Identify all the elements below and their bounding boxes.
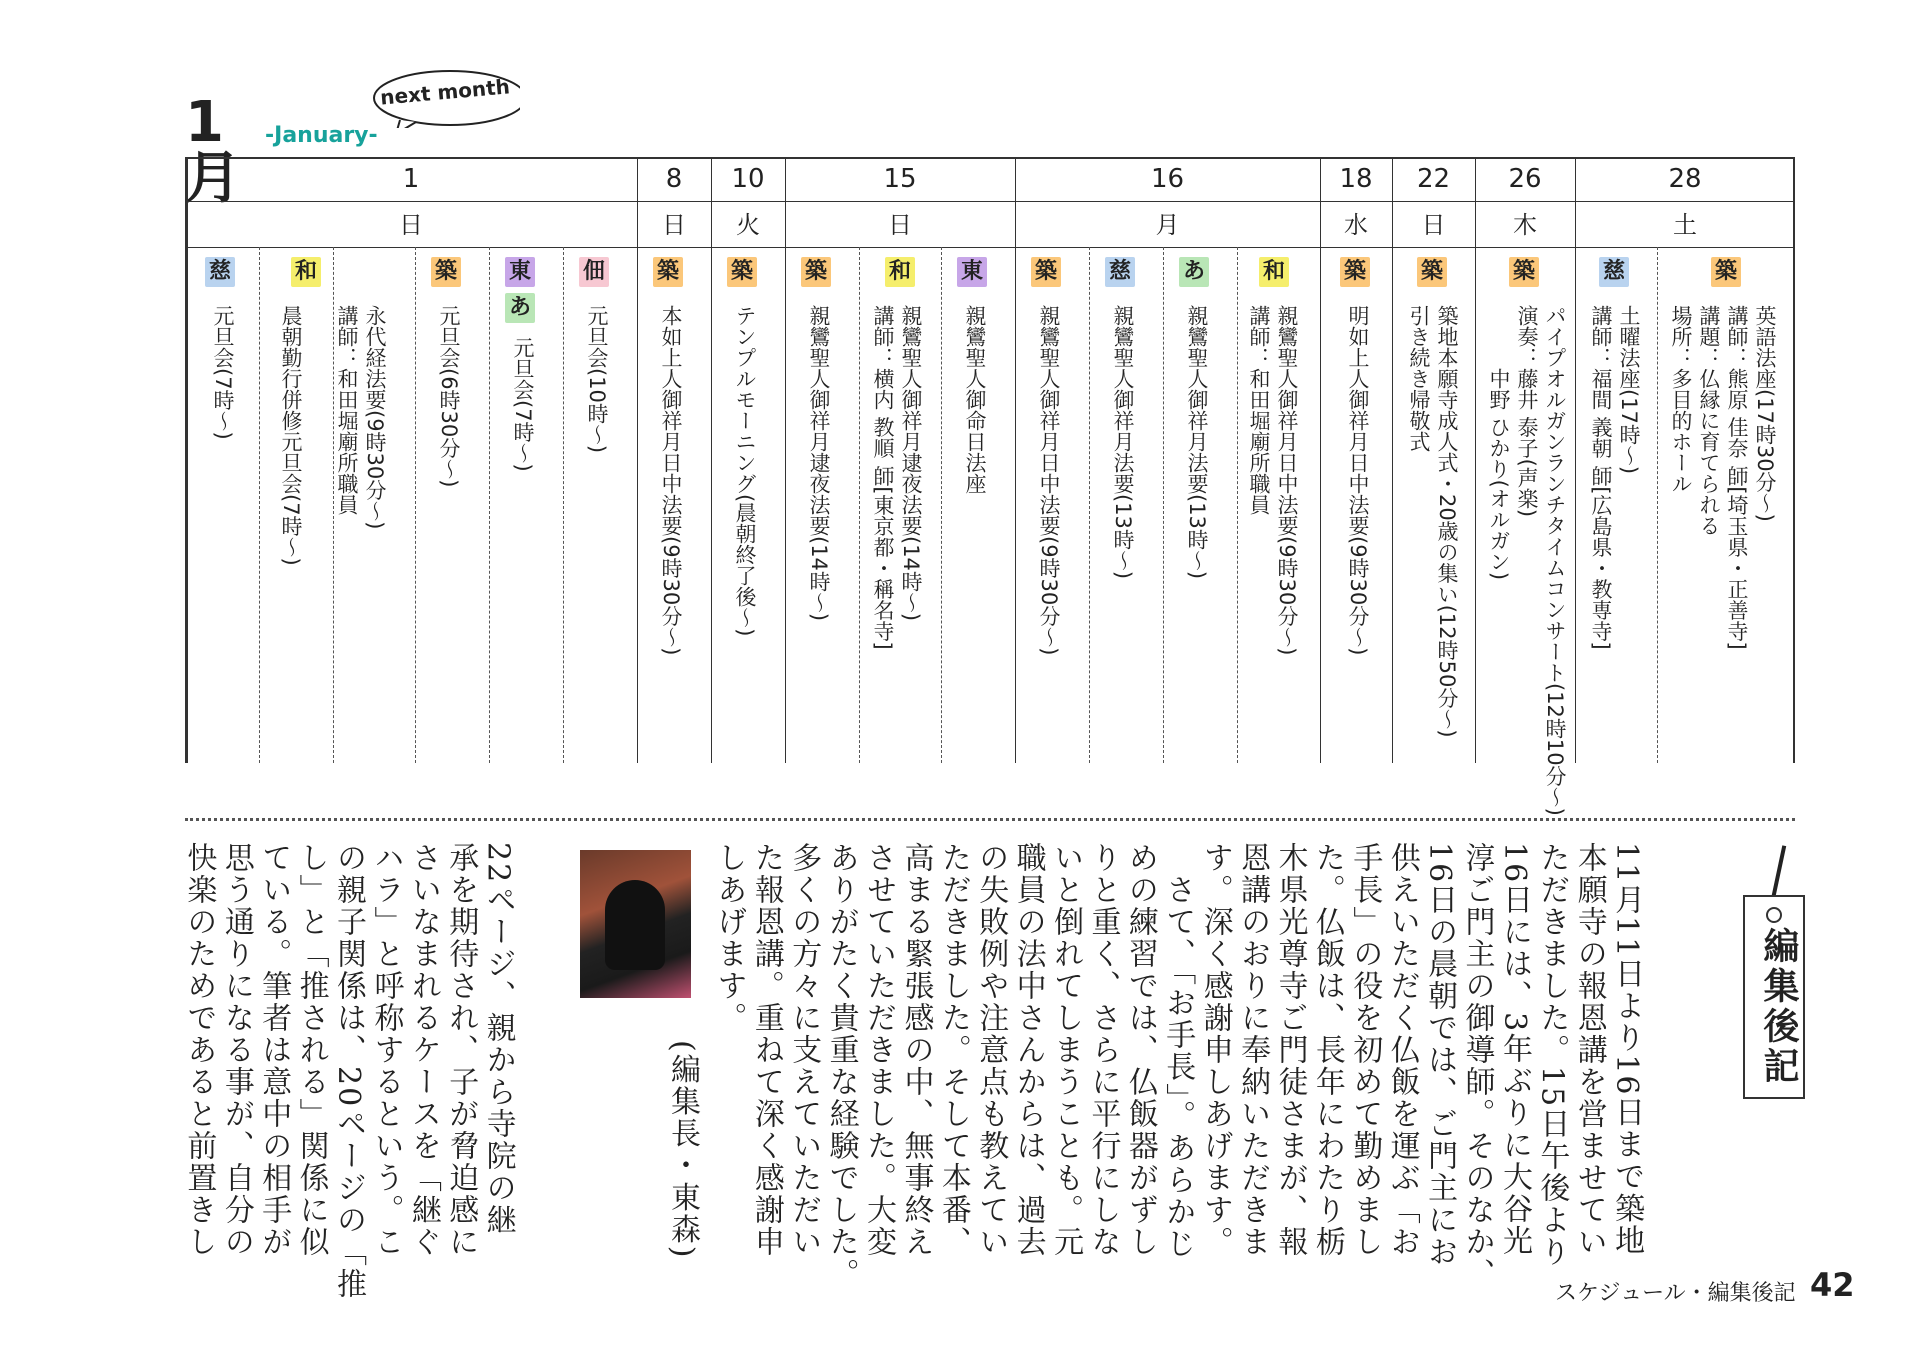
- month-title: 1月: [185, 90, 241, 211]
- event-text: 土曜法座(17時〜) 講師：福間 義朝 師[広島県・教専寺]: [1589, 305, 1641, 650]
- event-cell: [1091, 257, 1151, 757]
- temple-tag: 築: [1340, 257, 1370, 287]
- event-cell: [191, 257, 251, 757]
- temple-tag: 築: [653, 257, 683, 287]
- event-text: 親鸞聖人御祥月日中法要(9時30分〜): [1037, 305, 1061, 656]
- footer-label: スケジュール・編集後記: [1555, 1281, 1796, 1306]
- event-text: 親鸞聖人御命日法座: [963, 305, 987, 494]
- event-cell: [1241, 257, 1316, 757]
- date-header: 16: [1150, 164, 1185, 194]
- date-header: 18: [1339, 164, 1373, 194]
- temple-tag: 東: [505, 257, 535, 287]
- weekday-header: 日: [1421, 211, 1446, 239]
- event-text: 親鸞聖人御祥月逮夜法要(14時〜): [807, 305, 831, 622]
- temple-tag: 築: [1031, 257, 1061, 287]
- event-cell: [565, 257, 625, 757]
- event-text: 永代経法要(9時30分〜) 講師：和田堀廟所職員 晨朝勤行併修元旦会(7時〜): [279, 305, 387, 566]
- event-cell: [1581, 257, 1653, 757]
- temple-tag: 築: [801, 257, 831, 287]
- event-text: パイプオルガンランチタイムコンサート(12時10分〜) 演奏：藤井 泰子(声楽) 中野 ひかり(オルガン): [1487, 305, 1567, 816]
- event-text: 本如上人御祥月日中法要(9時30分〜): [659, 305, 683, 656]
- temple-tag: あ: [1179, 257, 1209, 287]
- weekday-header: 日: [662, 211, 686, 239]
- event-text: テンプルモーニング(晨朝終了後〜): [733, 305, 757, 637]
- afterword-body-2: 22ページ、親から寺院の継 承を期待され、子が脅迫感に さいなまれるケースを「継ぐ ハラ」と呼称するという。こ の親子関係は、20ページの「推 し」と「推される」関係に似 ている。筆者は意中の相手が 思う通りになる事が、自分の 快楽のためであると前置きし: [181, 842, 516, 1301]
- event-cell: [417, 257, 477, 757]
- date-header: 22: [1416, 164, 1451, 194]
- event-text: 親鸞聖人御祥月法要(13時〜): [1185, 305, 1209, 580]
- weekday-header: 土: [1673, 211, 1697, 239]
- month-english: -January-: [265, 123, 378, 148]
- temple-tag: 和: [1259, 257, 1289, 287]
- event-cell: [865, 257, 935, 757]
- event-text: 明如上人御祥月日中法要(9時30分〜): [1346, 305, 1370, 656]
- temple-tag: 慈: [1599, 257, 1629, 287]
- date-header: 15: [883, 164, 917, 194]
- date-header: 28: [1668, 164, 1702, 194]
- afterword-signature: (編集長・東森): [665, 1040, 700, 1260]
- weekday-header: 日: [888, 211, 912, 239]
- temple-tag: 築: [1417, 257, 1447, 287]
- afterword-title: 編集後記: [1758, 927, 1800, 1087]
- event-text: 元旦会(7時〜): [511, 337, 535, 472]
- next-month-link[interactable]: next month: [379, 74, 511, 110]
- temple-tag: 和: [885, 257, 915, 287]
- weekday-header: 日: [399, 211, 423, 239]
- event-text: 英語法座(17時30分〜) 講師：熊原 佳奈 師[埼玉県・正善寺] 講題：仏縁に育てられる 場所：多目的ホール: [1669, 305, 1777, 650]
- event-text: 元旦会(10時〜): [585, 305, 609, 454]
- weekday-header: 火: [736, 211, 760, 239]
- date-header: 8: [665, 164, 683, 194]
- weekday-header: 水: [1344, 211, 1368, 239]
- event-text: 築地本願寺成人式・20歳の集い(12時50分〜) 引き続き帰敬式: [1407, 305, 1459, 738]
- date-header: 26: [1508, 164, 1542, 194]
- event-text: 元旦会(7時〜): [211, 305, 235, 440]
- afterword-title-tag: [1743, 895, 1805, 1099]
- event-text: 親鸞聖人御祥月逮夜法要(14時〜) 講師：横内 教順 師[東京都・稱名寺]: [871, 305, 923, 650]
- event-cell: [639, 257, 699, 757]
- temple-tag: 慈: [205, 257, 235, 287]
- section-divider: [185, 818, 1795, 821]
- temple-tag: 佃: [579, 257, 609, 287]
- weekday-header: 月: [1155, 211, 1180, 239]
- event-cell: [1663, 257, 1788, 757]
- event-cell: [491, 257, 551, 757]
- date-header: 10: [731, 164, 765, 194]
- afterword-body-1: 11月11日より16日まで築地 本願寺の報恩講を営ませてい ただきました。15日午後より 16日には、3年ぶりに大谷光 淳ご門主の御導師。そのなか、 16日の晨朝では、ご門主にお 供えいただく仏飯を運ぶ「お 手長」の役を初めて勤めまし た。仏飯は、長年にわたり栃 木県光尊寺ご門徒さまが、報 恩講のおりに奉納いただきま す。深く感謝申しあげます。 さて、「お手長」。あらかじ めの練習では、仏飯器がずし りと重く、さらに平行にしな いと倒れてしまうことも。元 職員の法中さんからは、過去 の失敗例や注意点も教えてい ただきました。そして本番、 高まる緊張感の中、無事終え させていただきました。大変 ありがたく貴重な経験でした。 多くの方々に支えていただい た報恩講。重ねて深く感謝申 しあげます。: [711, 842, 1645, 1290]
- event-cell: [1397, 257, 1472, 757]
- temple-tag: 築: [1711, 257, 1741, 287]
- page-number: 42: [1810, 1266, 1855, 1304]
- schedule-table: [185, 157, 1795, 816]
- event-text: 親鸞聖人御祥月日中法要(9時30分〜) 講師：和田堀廟所職員: [1247, 305, 1299, 656]
- weekday-header: 木: [1513, 211, 1537, 239]
- event-cell: [1017, 257, 1077, 757]
- temple-tag: 築: [1509, 257, 1539, 287]
- event-cell: [1165, 257, 1225, 757]
- temple-tag: 東: [957, 257, 987, 287]
- photo-priest: [580, 850, 691, 998]
- event-cell: [943, 257, 1003, 757]
- event-text: 元旦会(6時30分〜): [437, 305, 461, 488]
- temple-tag: あ: [505, 293, 535, 323]
- event-cell: [277, 257, 407, 757]
- date-header: 1: [402, 164, 420, 194]
- event-cell: [1481, 257, 1571, 816]
- event-text: 親鸞聖人御祥月法要(13時〜): [1111, 305, 1135, 580]
- event-cell: [713, 257, 773, 757]
- event-cell: [787, 257, 847, 757]
- temple-tag: 築: [431, 257, 461, 287]
- event-cell: [1326, 257, 1386, 757]
- temple-tag: 和: [291, 257, 321, 287]
- temple-tag: 築: [727, 257, 757, 287]
- temple-tag: 慈: [1105, 257, 1135, 287]
- tag-hole-icon: [1766, 907, 1782, 923]
